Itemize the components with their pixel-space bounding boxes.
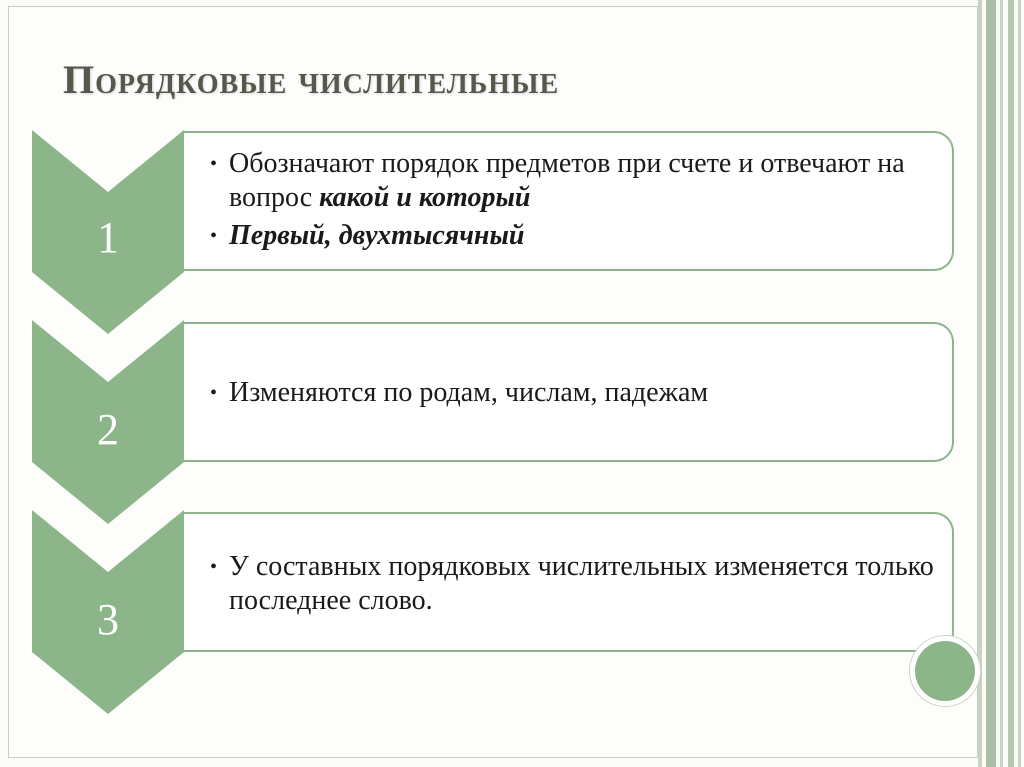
- slide-title: Порядковые числительные: [63, 57, 560, 102]
- step-3-bullet-1: • У составных порядковых числительных изменяется только последнее слово.: [210, 551, 934, 616]
- step-1-bullet-1: • Обозначают порядок предметов при счете и отвечают на вопрос какой и который: [210, 148, 905, 213]
- decorative-circle: [915, 641, 975, 701]
- step-2-bullet-1: • Изменяются по родам, числам, падежам: [210, 377, 709, 408]
- step-2-number: 2: [97, 405, 119, 454]
- side-stripes: [978, 0, 1024, 767]
- step-3-number: 3: [97, 595, 119, 644]
- step-1-bullet-2: • Первый, двухтысячный: [210, 220, 525, 251]
- step-3-box: [182, 512, 954, 652]
- step-1-number: 1: [97, 213, 119, 262]
- step-2-box: [182, 322, 954, 462]
- step-1-box: [182, 131, 954, 271]
